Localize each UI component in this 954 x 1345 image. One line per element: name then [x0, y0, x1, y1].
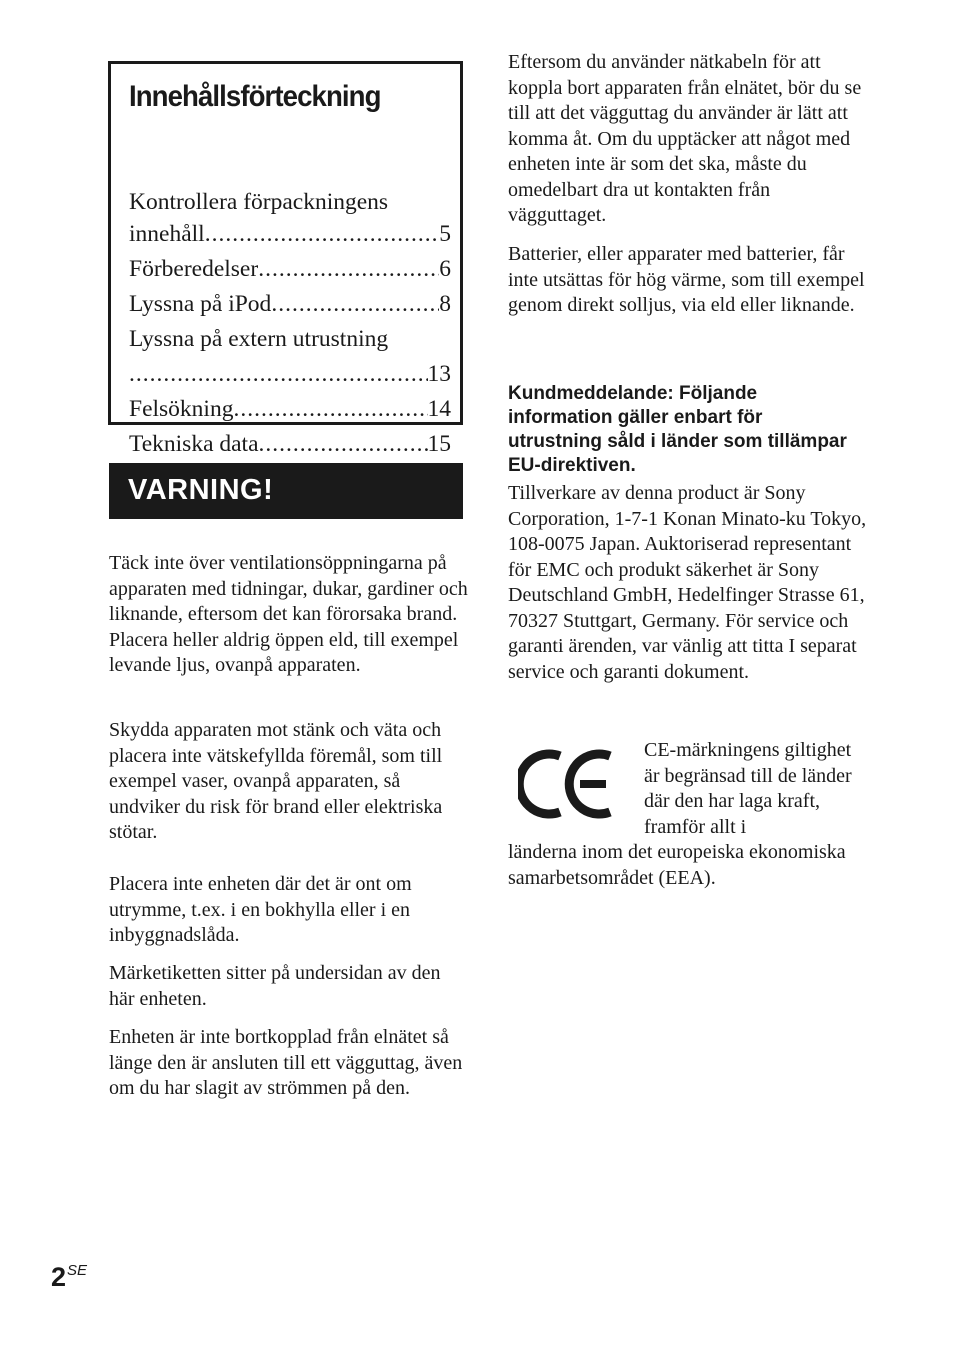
- toc-entry-label: Lyssna på extern utrustning: [129, 326, 389, 352]
- toc-entry-external[interactable]: [129, 359, 451, 389]
- toc-entry-page: 6: [439, 256, 451, 282]
- toc-entry-page: 13: [427, 361, 451, 387]
- warning-paragraph: Enheten är inte bortkopplad från elnätet så länge den är ansluten till ett vägguttag, även om du har slagit av strömmen på den.: [109, 1026, 463, 1099]
- toc-entry-line[interactable]: [129, 187, 451, 217]
- toc-leader-dots: [205, 219, 440, 249]
- warning-title: VARNING!: [128, 474, 274, 506]
- toc-entry-page: 15: [427, 431, 451, 457]
- toc-entry-page: 14: [427, 396, 451, 422]
- ce-mark-icon: [518, 748, 614, 820]
- table-of-contents-box: [108, 61, 463, 457]
- ce-marking-text-continued: länderna inom det europeiska ekonomiska samarbetsområdet (EEA).: [508, 841, 846, 889]
- eu-notice-heading: Kundmeddelande: Följande information gäller enbart för utrustning såld i länder som tillämpar EU-direktiven.: [508, 383, 847, 476]
- page-language-suffix: SE: [67, 1262, 88, 1279]
- toc-entry-label: Förberedelser: [129, 256, 259, 282]
- toc-entry-label: Lyssna på iPod: [129, 291, 272, 317]
- toc-entry-troubleshooting[interactable]: [129, 394, 451, 424]
- battery-paragraph: Batterier, eller apparater med batterier, får inte utsättas för hög värme, som till exempel genom direkt solljus, via eld eller liknande.: [508, 243, 865, 316]
- toc-leader-dots: [258, 254, 439, 284]
- toc-leader-dots: [129, 359, 428, 389]
- toc-title: Innehållsförteckning: [129, 80, 381, 113]
- warning-paragraph: Placera inte enheten där det är ont om utrymme, t.ex. i en bokhylla eller i en inbyggnadslåda.: [109, 873, 412, 946]
- eu-notice-text: Tillverkare av denna product är Sony Corporation, 1-7-1 Konan Minato-ku Tokyo, 108-0075 Japan. Auktoriserad representant för EMC och produkt säkerhet är Sony Deutschland GmbH, Hedelfinger Strasse 61, 70327 Stuttgart, Germany. För service och garanti ärenden, var vänlig att titta I separat service och garanti dokument.: [508, 482, 867, 683]
- toc-leader-dots: [271, 289, 439, 319]
- warning-paragraph: Täck inte över ventilationsöppningarna på apparaten med tidningar, dukar, gardiner och liknande, eftersom det kan förorsaka brand. Placera heller aldrig öppen eld, till exempel levande ljus, ovanpå apparaten.: [109, 552, 468, 676]
- toc-entry-contents[interactable]: [129, 219, 451, 249]
- power-cord-paragraph: Eftersom du använder nätkabeln för att koppla bort apparaten från elnätet, bör du se till att det vägguttag du använder är lätt att komma åt. Om du upptäcker att något med enheten inte är som det ska, måste du omedelbart dra ut kontakten från vägguttaget.: [508, 51, 862, 226]
- toc-entry-specifications[interactable]: [129, 429, 451, 459]
- toc-entry-label: Tekniska data: [129, 431, 259, 457]
- warning-banner: [109, 463, 463, 519]
- toc-leader-dots: [259, 429, 428, 459]
- toc-entry-ipod[interactable]: [129, 289, 451, 319]
- toc-entry-line[interactable]: [129, 324, 451, 354]
- page-number: [51, 1262, 87, 1293]
- toc-entry-label: Kontrollera förpackningens: [129, 189, 389, 215]
- toc-entry-page: 5: [439, 221, 451, 247]
- page-number-value: 2: [51, 1262, 67, 1292]
- warning-paragraph: Skydda apparaten mot stänk och väta och placera inte vätskefyllda föremål, som till exempel vaser, ovanpå apparaten, så undviker du risk för brand eller elektriska stötar.: [109, 719, 443, 843]
- toc-entry-page: 8: [439, 291, 451, 317]
- ce-marking-text: CE-märkningens giltighet är begränsad till de länder där den har laga kraft, framför allt i: [644, 739, 852, 838]
- toc-entry-preparations[interactable]: [129, 254, 451, 284]
- toc-entry-label: Felsökning: [129, 396, 234, 422]
- warning-paragraph: Märketiketten sitter på undersidan av den här enheten.: [109, 962, 441, 1010]
- toc-leader-dots: [233, 394, 427, 424]
- toc-entry-label: innehåll: [129, 221, 205, 247]
